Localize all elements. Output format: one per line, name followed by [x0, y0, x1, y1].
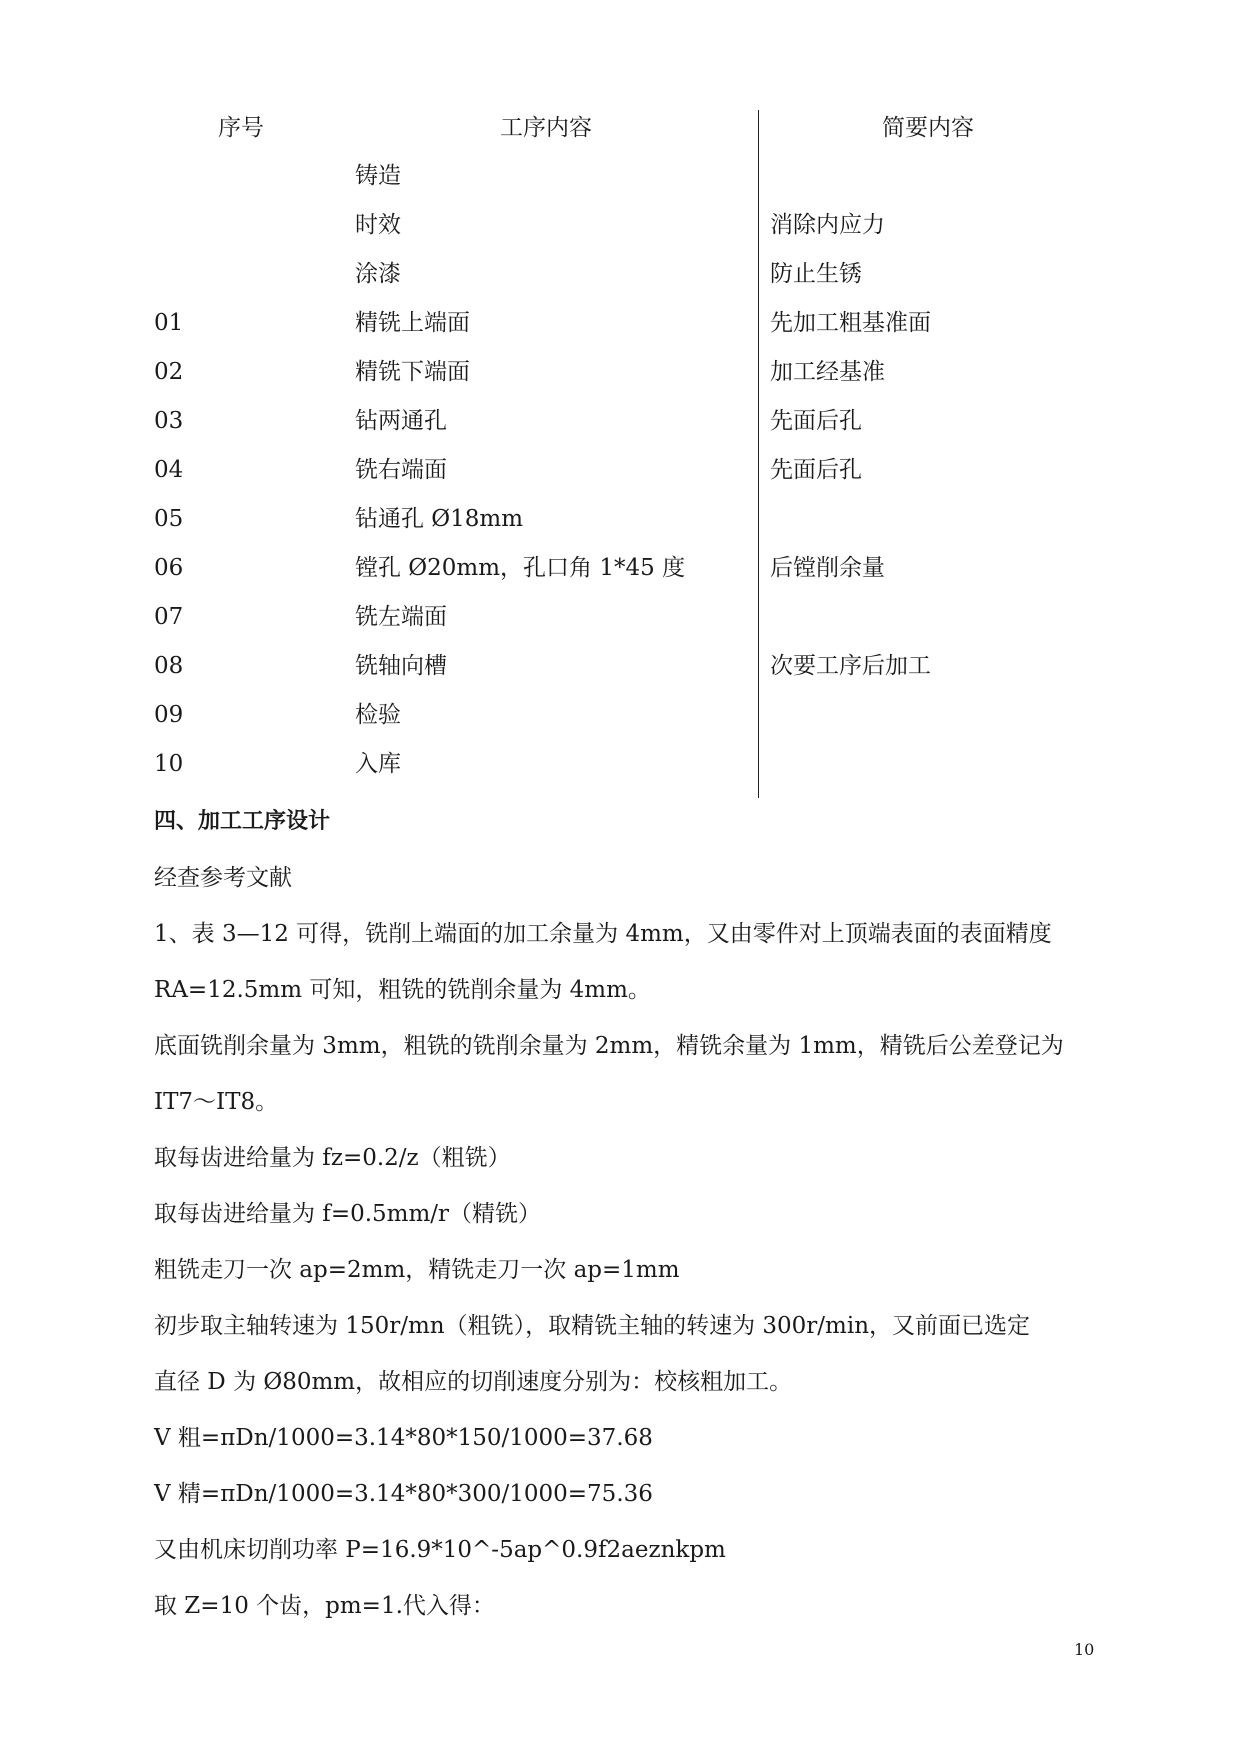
table-row: [0, 258, 1241, 307]
section-body: [154, 806, 1094, 1646]
row-number: 03: [154, 408, 184, 434]
table-row: [0, 552, 1241, 601]
paragraph: 粗铣走刀一次 ap=2mm，精铣走刀一次 ap=1mm: [154, 1257, 680, 1283]
table-row: [0, 601, 1241, 650]
paragraph: 经查参考文献: [154, 865, 292, 891]
row-brief: 次要工序后加工: [770, 653, 931, 679]
page-number: 10: [1074, 1640, 1095, 1659]
row-step: 铸造: [355, 163, 401, 189]
row-step: 检验: [355, 702, 401, 728]
row-brief: 消除内应力: [770, 212, 885, 238]
paragraph: 取每齿进给量为 fz=0.2/z（粗铣）: [154, 1145, 511, 1171]
paragraph: 1、表 3—12 可得，铣削上端面的加工余量为 4mm，又由零件对上顶端表面的表面精度: [154, 921, 1052, 947]
row-number: 05: [154, 506, 184, 532]
row-step: 精铣下端面: [355, 359, 470, 385]
row-number: 08: [154, 653, 184, 679]
table-header-content: 工序内容: [500, 115, 592, 141]
paragraph: IT7～IT8。: [154, 1089, 279, 1115]
paragraph: 取每齿进给量为 f=0.5mm/r（精铣）: [154, 1201, 542, 1227]
paragraph: 底面铣削余量为 3mm，粗铣的铣削余量为 2mm，精铣余量为 1mm，精铣后公差登记为: [154, 1033, 1064, 1059]
paragraph: 取 Z=10 个齿，pm=1.代入得：: [154, 1593, 495, 1619]
row-step: 时效: [355, 212, 401, 238]
table-header-brief: 简要内容: [882, 115, 974, 141]
row-number: 10: [154, 751, 184, 777]
table-row: [0, 307, 1241, 356]
table-row: [0, 503, 1241, 552]
table-row: [0, 748, 1241, 797]
row-step: 铣左端面: [355, 604, 447, 630]
row-brief: 先面后孔: [770, 457, 862, 483]
row-step: 铣右端面: [355, 457, 447, 483]
row-step: 精铣上端面: [355, 310, 470, 336]
row-number: 07: [154, 604, 184, 630]
row-number: 09: [154, 702, 184, 728]
section-heading: 四、加工工序设计: [154, 809, 331, 834]
row-brief: 防止生锈: [770, 261, 862, 287]
paragraph: 直径 D 为 Ø80mm，故相应的切削速度分别为：校核粗加工。: [154, 1369, 793, 1395]
row-step: 镗孔 Ø20mm，孔口角 1*45 度: [355, 555, 686, 581]
row-step: 钻两通孔: [355, 408, 447, 434]
row-brief: 加工经基准: [770, 359, 885, 385]
paragraph: V 粗=πDn/1000=3.14*80*150/1000=37.68: [154, 1425, 653, 1451]
row-step: 铣轴向槽: [355, 653, 447, 679]
table-header-no: 序号: [218, 115, 264, 141]
paragraph: RA=12.5mm 可知，粗铣的铣削余量为 4mm。: [154, 977, 651, 1003]
row-brief: 先面后孔: [770, 408, 862, 434]
row-number: 02: [154, 359, 184, 385]
table-row: [0, 405, 1241, 454]
table-row: [0, 209, 1241, 258]
row-brief: 先加工粗基准面: [770, 310, 931, 336]
paragraph: 又由机床切削功率 P=16.9*10^-5ap^0.9f2aeznkpm: [154, 1537, 726, 1563]
table-row: [0, 356, 1241, 405]
table-row: [0, 650, 1241, 699]
row-step: 入库: [355, 751, 401, 777]
paragraph: 初步取主轴转速为 150r/mn（粗铣），取精铣主轴的转速为 300r/min，又前面已选定: [154, 1313, 1031, 1339]
process-table-body: [0, 160, 1241, 797]
row-step: 涂漆: [355, 261, 401, 287]
table-row: [0, 699, 1241, 748]
row-step: 钻通孔 Ø18mm: [355, 506, 524, 532]
row-brief: 后镗削余量: [770, 555, 885, 581]
row-number: 04: [154, 457, 184, 483]
table-row: [0, 454, 1241, 503]
row-number: 06: [154, 555, 184, 581]
paragraph: V 精=πDn/1000=3.14*80*300/1000=75.36: [154, 1481, 653, 1507]
table-row: [0, 160, 1241, 209]
row-number: 01: [154, 310, 184, 336]
